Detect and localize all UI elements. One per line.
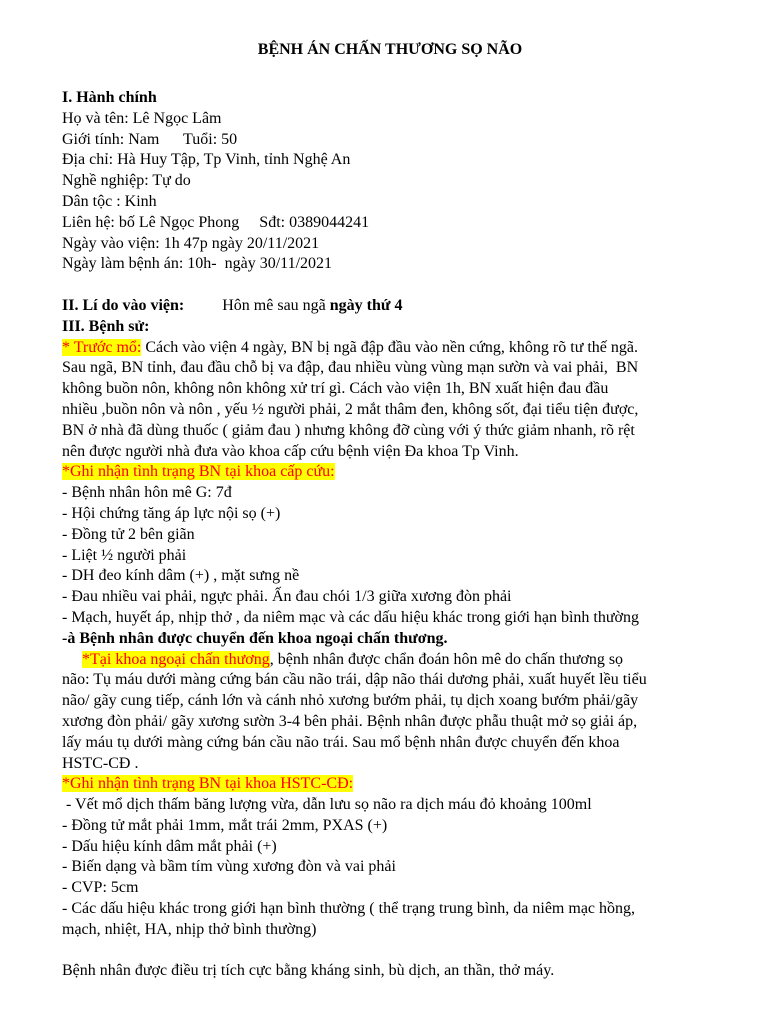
admission-date: Ngày vào viện: 1h 47p ngày 20/11/2021 (62, 234, 320, 252)
er-item: - DH đeo kính dâm (+) , mặt sưng nề (62, 567, 300, 585)
treatment-note: Bệnh nhân được điều trị tích cực bằng kháng sinh, bù dịch, an thần, thở máy. (62, 962, 555, 980)
icu-item: - CVP: 5cm (62, 879, 139, 897)
admin-heading: I. Hành chính (62, 89, 157, 106)
before-surgery-line: Sau ngã, BN tỉnh, đau đầu chỗ bị va đập, đau nhiều vùng vùng mạn sườn và vai phải, BN (62, 359, 639, 377)
patient-gender-age: Giới tính: Nam Tuổi: 50 (62, 130, 238, 148)
patient-ethnicity: Dân tộc : Kinh (62, 192, 157, 210)
icu-item: - Đồng tử mắt phải 1mm, mắt trái 2mm, PXAS (+) (62, 816, 388, 834)
trauma-label: *Tại khoa ngoại chấn thương (82, 650, 270, 668)
icu-item: - Dấu hiệu kính dâm mắt phải (+) (62, 837, 277, 855)
patient-address: Địa chỉ: Hà Huy Tập, Tp Vinh, tỉnh Nghệ An (62, 151, 351, 169)
icu-item: - Các dấu hiệu khác trong giới hạn bình thường ( thể trạng trung bình, da niêm mạc hồng, (62, 900, 636, 918)
er-item: - Đau nhiều vai phải, ngực phải. Ấn đau chói 1/3 giữa xương đòn phải (62, 588, 512, 606)
reason-text: Hôn mê sau ngã (222, 296, 330, 314)
icu-item: mạch, nhiệt, HA, nhịp thở bình thường) (62, 920, 317, 938)
er-item: - Hội chứng tăng áp lực nội sọ (+) (62, 504, 281, 522)
icu-item: - Biến dạng và bầm tím vùng xương đòn và vai phải (62, 858, 396, 876)
er-item: - Bệnh nhân hôn mê G: 7đ (62, 484, 232, 502)
history-heading: III. Bệnh sử: (62, 317, 150, 335)
reason-heading: II. Lí do vào viện: (62, 296, 185, 314)
er-item: - Mạch, huyết áp, nhịp thở , da niêm mạc và các dấu hiệu khác trong giới hạn bình thường (62, 608, 640, 626)
before-surgery-label: * Trước mổ: (62, 338, 142, 356)
reason-line (62, 296, 718, 317)
before-surgery-line: nên được người nhà đưa vào khoa cấp cứu bệnh viện Đa khoa Tp Vinh. (62, 442, 519, 460)
patient-job: Nghề nghiệp: Tự do (62, 172, 191, 190)
before-surgery-line: không buồn nôn, không nôn không xử trí gì. Cách vào viện 1h, BN xuất hiện đau đầu (62, 380, 609, 398)
before-surgery-line-0: * Trước mổ: Cách vào viện 4 ngày, BN bị ngã đập đầu vào nền cứng, không rõ tư thế ngã. (62, 338, 639, 356)
record-date: Ngày làm bệnh án: 10h- ngày 30/11/2021 (62, 255, 333, 273)
trauma-line: xương đòn phải/ gãy xương sườn 3-4 bên phải. Bệnh nhân được phẫu thuật mở sọ giải áp, (62, 712, 638, 730)
patient-contact: Liên hệ: bố Lê Ngọc Phong Sđt: 0389044241 (62, 213, 370, 231)
icu-status-label: *Ghi nhận tình trạng BN tại khoa HSTC-CĐ: (62, 775, 354, 793)
er-item: - Liệt ½ người phải (62, 546, 187, 564)
reason-bold: ngày thứ 4 (329, 296, 403, 314)
before-surgery-line: nhiều ,buồn nôn và nôn , yếu ½ người phải, 2 mắt thâm đen, không sốt, đại tiểu tiện được, (62, 400, 639, 418)
icu-item: - Vết mổ dịch thấm băng lượng vừa, dẫn lưu sọ não ra dịch máu đỏ khoảng 100ml (62, 796, 592, 814)
before-surgery-line: BN ở nhà đã dùng thuốc ( giảm đau ) nhưng không đỡ cùng với ý thức giảm nhanh, rõ rệt (62, 421, 635, 439)
er-item: - Đồng tử 2 bên giãn (62, 525, 195, 543)
trauma-line: lấy máu tụ dưới màng cứng bán cầu não trái. Sau mổ bệnh nhân được chuyển đến khoa (62, 733, 620, 751)
trauma-line: não: Tụ máu dưới màng cứng bán cầu não trái, dập não thái dương phải, xuất huyết lều tiểu (62, 671, 647, 689)
er-status-line (62, 462, 718, 483)
icu-status-line (62, 774, 718, 795)
transfer-note: -à Bệnh nhân được chuyển đến khoa ngoại chấn thương. (62, 629, 448, 647)
trauma-line: HSTC-CĐ . (62, 754, 139, 772)
patient-name: Họ và tên: Lê Ngọc Lâm (62, 109, 222, 127)
trauma-line-0: *Tại khoa ngoại chấn thương, bệnh nhân được chẩn đoán hôn mê do chấn thương sọ (82, 650, 624, 668)
document-body (62, 88, 718, 982)
trauma-line: não/ gãy cung tiếp, cánh lớn và cánh nhỏ xương bướm phải, tụ dịch xoang bướm phải/gãy (62, 692, 639, 710)
er-status-label: *Ghi nhận tình trạng BN tại khoa cấp cứu: (62, 463, 335, 481)
document-title: BỆNH ÁN CHẤN THƯƠNG SỌ NÃO (257, 41, 523, 58)
